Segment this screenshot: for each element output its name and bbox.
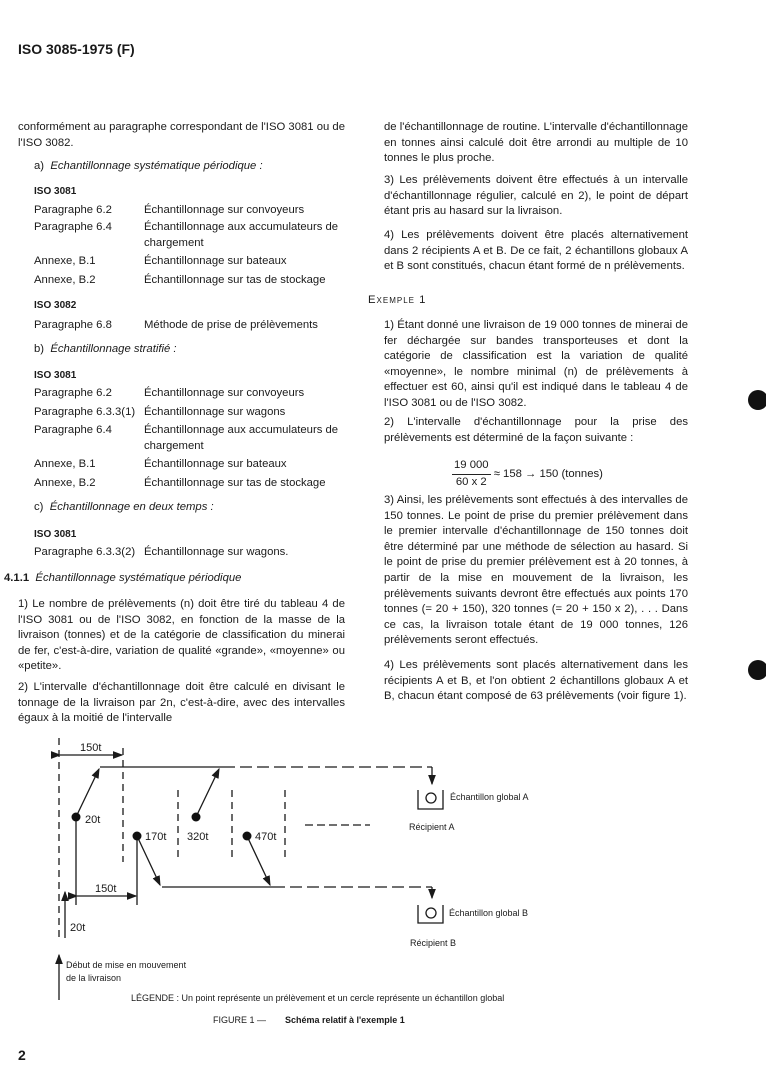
ref-key: Paragraphe 6.2	[34, 387, 112, 399]
sample-b-label: Échantillon global B	[449, 908, 529, 918]
ref-key: Paragraphe 6.2	[34, 204, 112, 216]
sample-arrow	[196, 769, 219, 817]
paragraph-continued: de l'échantillonnage de routine. L'intervalle d'échantillonnage en tonnes ainsi calculé doit être arrondi au multiple de 10 tonnes le plus proche.	[384, 121, 688, 165]
item-c-title: Échantillonnage en deux temps :	[49, 501, 214, 513]
sample-arrow	[76, 769, 99, 817]
ref-value: Méthode de prise de prélèvements	[144, 319, 318, 331]
example-step-3: 3) Ainsi, les prélèvements sont effectués à des intervalles de 150 tonnes. Le point de prise du premier prélèvement dans le premier intervalle d'échantillonnage de 150 tonnes doit être déterminé par une méthode de sélection au hasard. Si le point de prise du premier prélèvement est à 20 tonnes, à partir de la mise en mouvement de la livraison, les prélèvements suivants devront être effectués aux points 170 tonnes (= 20 + 150), 320 tonnes (= 20 + 150 x 2), . . . Dans ce cas, la livraison totale étant de 19 000 tonnes, 126 prélèvements seront effectués.	[384, 494, 688, 647]
figure-caption-prefix: FIGURE 1 —	[213, 1015, 267, 1025]
offset-label: 20t	[70, 922, 86, 934]
section-number: 4.1.1	[4, 572, 30, 584]
sample-point	[133, 832, 142, 841]
ref-key: Annexe, B.2	[34, 274, 96, 286]
ref-key: Paragraphe 6.8	[34, 319, 112, 331]
paragraph-2: 2) L'intervalle d'échantillonnage doit être calculé en divisant le tonnage de la livraison par 2n, c'est-à-dire, avec des intervalles égaux à la moitié de l'intervalle	[18, 681, 345, 725]
example-step-1: 1) Étant donné une livraison de 19 000 tonnes de minerai de fer déchargée sur bandes transporteuses et dont la catégorie de classification est la variation de qualité «moyenne», le nombre minimal (n) de prélèvements à effectuer est 60, ainsi qu'il est indiqué dans le tableau 4 de l'ISO 3081 ou de l'ISO 3082.	[384, 319, 688, 409]
ref-value: Échantillonnage sur tas de stockage	[144, 274, 326, 286]
ref-key: Annexe, B.1	[34, 255, 96, 267]
formula-denominator: 60 x 2	[455, 475, 487, 488]
ref-key: Paragraphe 6.4	[34, 221, 112, 233]
sample-a-label: Échantillon global A	[450, 792, 529, 802]
item-b-label: b)	[34, 343, 45, 355]
example-step-4: 4) Les prélèvements sont placés alternativement dans les récipients A et B, et l'on obtient 2 échantillons globaux A et B, chacun étant composé de 63 prélèvements (voir figure 1).	[384, 659, 688, 703]
item-c-label: c)	[34, 501, 44, 513]
sample-point	[243, 832, 252, 841]
container-a-label: Récipient A	[409, 822, 455, 832]
container-b-label: Récipient B	[410, 938, 457, 948]
iso-label: ISO 3081	[34, 186, 77, 197]
point-label: 320t	[187, 831, 209, 843]
ref-key: Paragraphe 6.3.3(2)	[34, 546, 136, 558]
point-label: 20t	[85, 814, 101, 826]
formula-numerator: 19 000	[452, 458, 491, 475]
paragraph-4: 4) Les prélèvements doivent être placés alternativement dans 2 récipients A et B. De ce fait, 2 échantillons globaux A et B sont constitués, chacun étant formé de n prélèvements.	[384, 229, 688, 273]
sample-arrow	[137, 836, 160, 885]
ref-value: Échantillonnage sur wagons	[144, 406, 286, 418]
sample-point	[72, 813, 81, 822]
interval-label: 150t	[80, 742, 102, 754]
composite-circle-a	[426, 793, 436, 803]
ref-key: Paragraphe 6.4	[34, 424, 112, 436]
item-a-title: Echantillonnage systématique périodique :	[50, 160, 263, 172]
sample-point	[192, 813, 201, 822]
ref-key: Annexe, B.2	[34, 477, 96, 489]
ref-value: Échantillonnage aux accumulateurs de chargement	[144, 424, 339, 452]
ref-value: Échantillonnage aux accumulateurs de chargement	[144, 221, 339, 249]
ref-value: Échantillonnage sur bateaux	[144, 255, 287, 267]
ref-value: Échantillonnage sur wagons.	[144, 546, 289, 558]
item-b-title: Échantillonnage stratifié :	[50, 343, 177, 355]
figure-caption: Schéma relatif à l'exemple 1	[285, 1015, 405, 1025]
start-label-2: de la livraison	[66, 973, 122, 983]
paragraph-3: 3) Les prélèvements doivent être effectués à un intervalle d'échantillonnage régulier, calculé en 2), le point de départ étant pris au hasard sur la livraison.	[384, 174, 688, 218]
interval-label: 150t	[95, 883, 117, 895]
formula-result: ≈ 158 → 150 (tonnes)	[493, 468, 603, 481]
sample-arrow	[247, 836, 270, 885]
point-label: 470t	[255, 831, 277, 843]
intro-paragraph: conformément au paragraphe correspondant de l'ISO 3081 ou de l'ISO 3082.	[18, 121, 345, 149]
ref-value: Échantillonnage sur convoyeurs	[144, 387, 305, 399]
ref-value: Échantillonnage sur bateaux	[144, 458, 287, 470]
ref-key: Paragraphe 6.3.3(1)	[34, 406, 136, 418]
example-heading: Exemple 1	[368, 294, 427, 306]
iso-label: ISO 3081	[34, 529, 77, 540]
figure-legend: LÉGENDE : Un point représente un prélèvement et un cercle représente un échantillon global	[131, 993, 505, 1003]
ref-value: Échantillonnage sur tas de stockage	[144, 477, 326, 489]
item-a-label: a)	[34, 160, 45, 172]
iso-label: ISO 3082	[34, 300, 77, 311]
example-step-2: 2) L'intervalle d'échantillonnage pour la prise des prélèvements est déterminé de la façon suivante :	[384, 416, 688, 444]
paragraph-1: 1) Le nombre de prélèvements (n) doit être tiré du tableau 4 de l'ISO 3081 ou de l'ISO 3082, en fonction de la masse de la livraison (tonnes) et de la catégorie de classification du minerai de fer, c'est-à-dire, variation de qualité «grande», «moyenne» ou «petite».	[18, 598, 345, 673]
section-title: Échantillonnage systématique périodique	[35, 572, 242, 584]
page-number: 2	[18, 1047, 26, 1063]
start-label-1: Début de mise en mouvement	[66, 960, 187, 970]
point-label: 170t	[145, 831, 167, 843]
iso-label: ISO 3081	[34, 370, 77, 381]
ref-key: Annexe, B.1	[34, 458, 96, 470]
document-header: ISO 3085-1975 (F)	[18, 41, 135, 57]
ref-value: Échantillonnage sur convoyeurs	[144, 204, 305, 216]
composite-circle-b	[426, 908, 436, 918]
